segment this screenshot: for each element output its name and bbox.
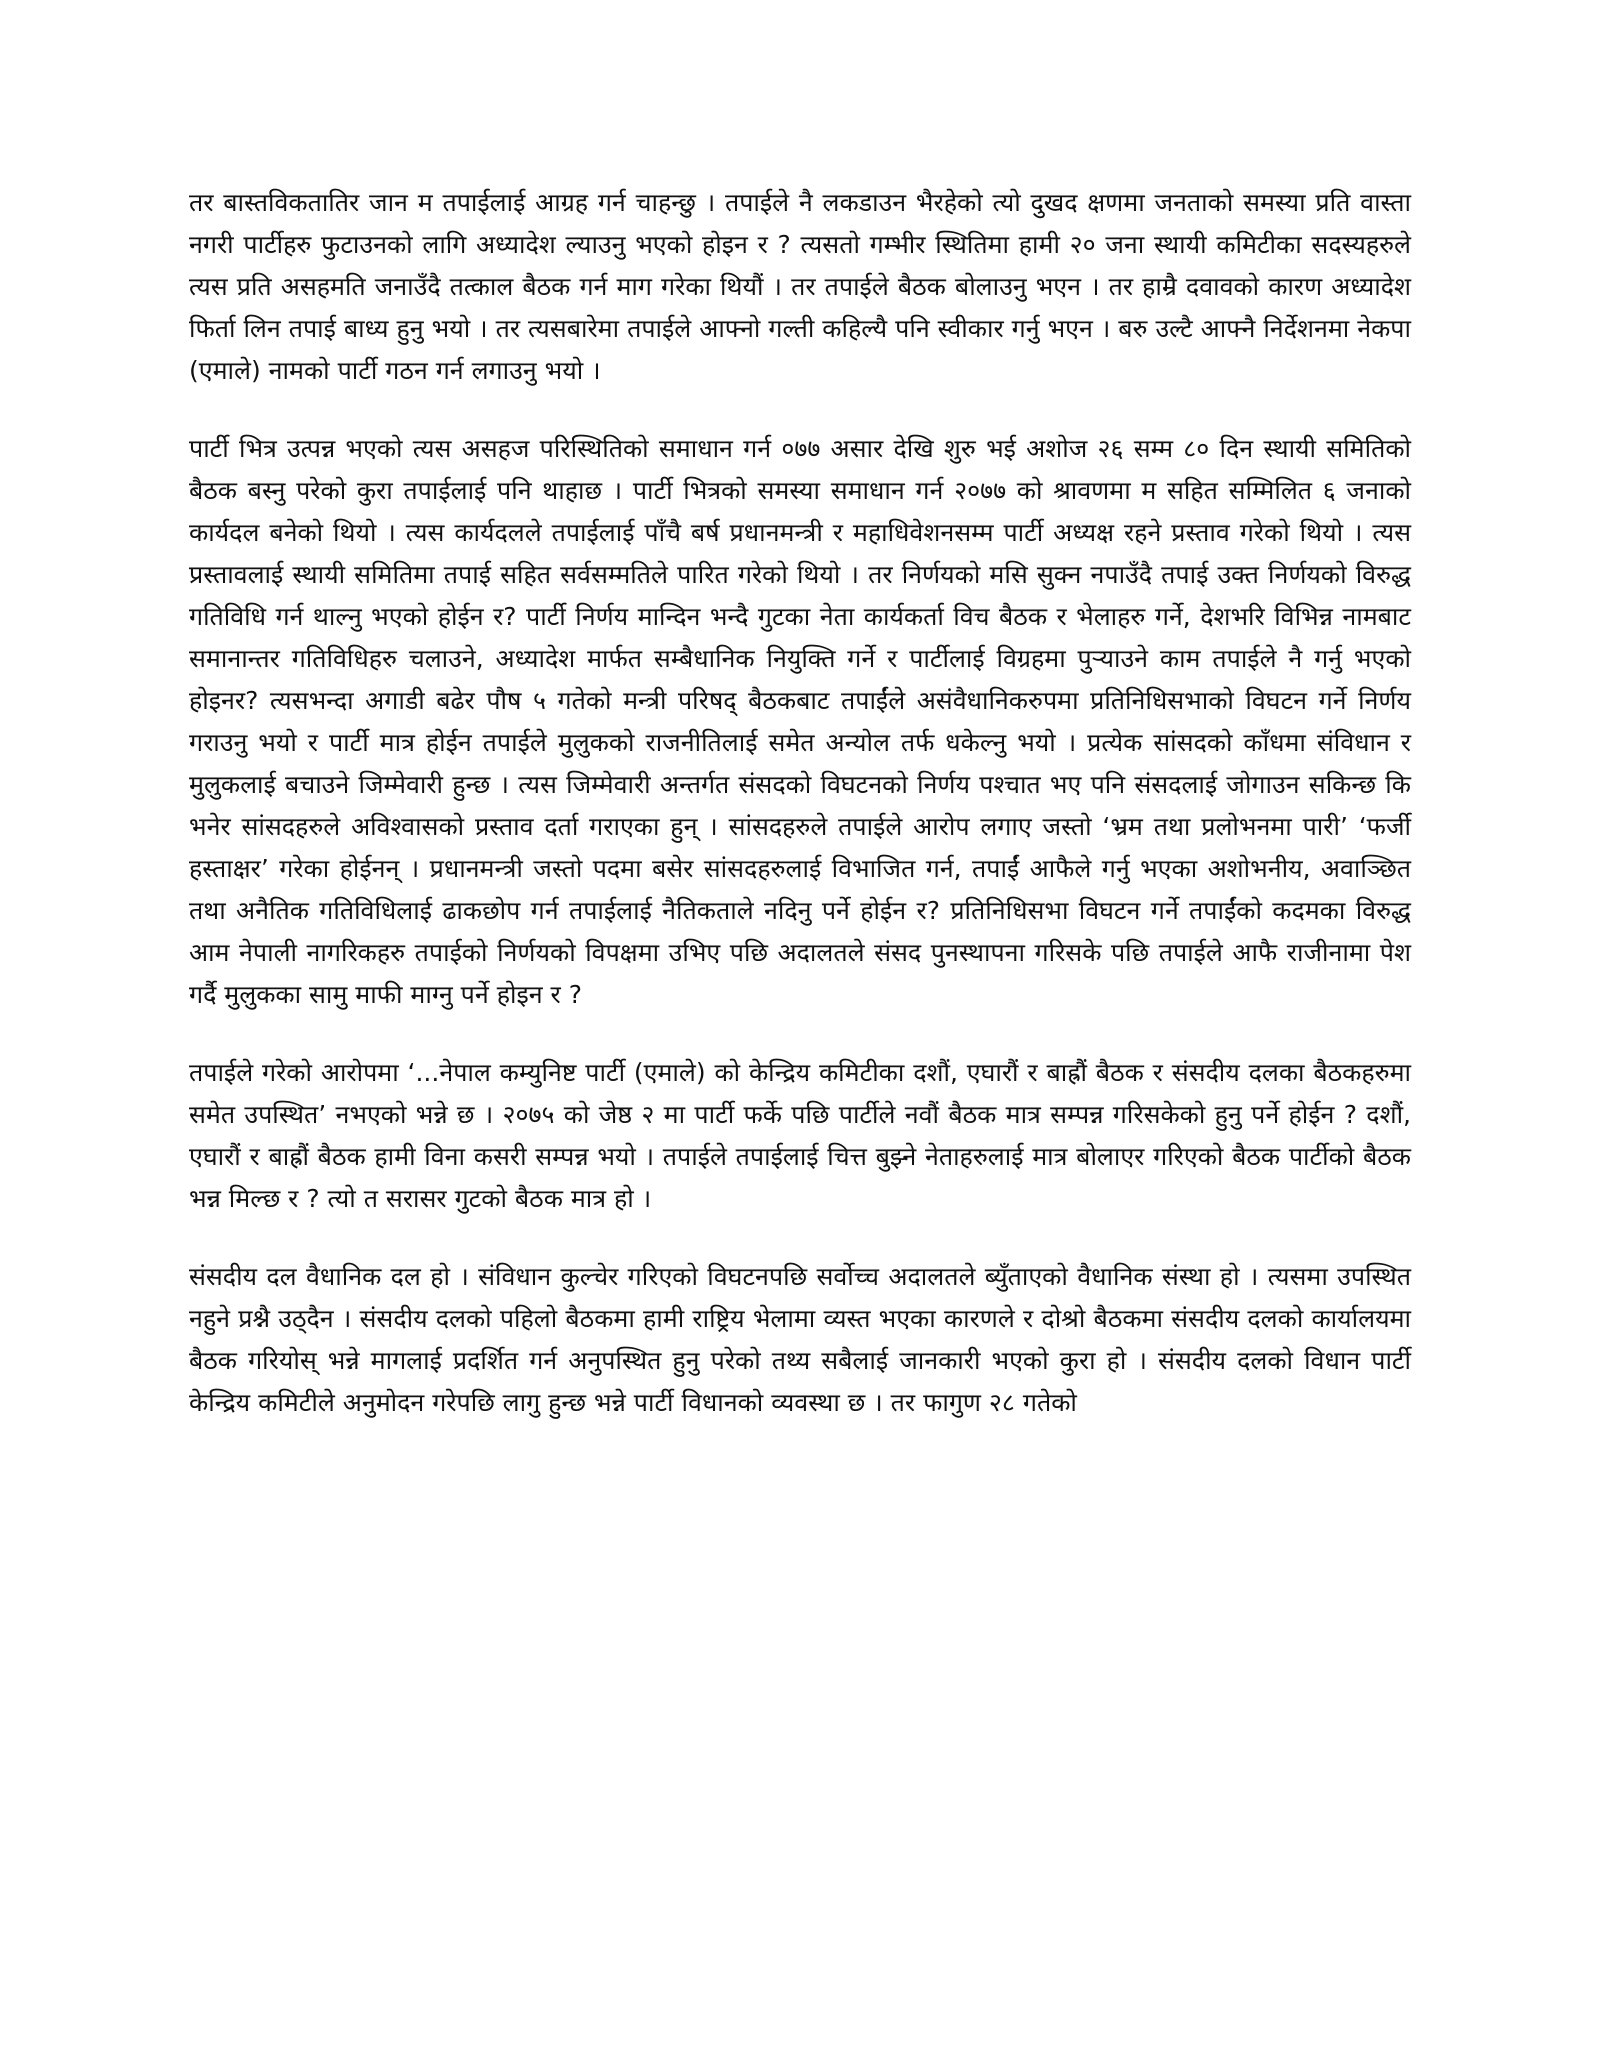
paragraph-4: संसदीय दल वैधानिक दल हो । संविधान कुल्चेर गरिएको विघटनपछि सर्वोच्च अदालतले ब्युँताएको वैधानिक संस्था हो । त्यसमा उपस्थित नहुने प्रश्नै उठ्दैन । संसदीय दलको पहिलो बैठकमा हामी राष्ट्रिय भेलामा व्यस्त भएका कारणले र दोश्रो बैठकमा संसदीय दलको कार्यालयमा बैठक गरियोस् भन्ने मागलाई प्रदर्शित गर्न अनुपस्थित हुनु परेको तथ्य सबैलाई जानकारी भएको कुरा हो । संसदीय दलको विधान पार्टी केन्द्रिय कमिटीले अनुमोदन गरेपछि लागु हुन्छ भन्ने पार्टी विधानको व्यवस्था छ । तर फागुण २८ गतेको bbox=[189, 1262, 1411, 1417]
paragraph-1: तर बास्तविकतातिर जान म तपाईलाई आग्रह गर्न चाहन्छु । तपाईले नै लकडाउन भैरहेको त्यो दुखद क्षणमा जनताको समस्या प्रति वास्ता नगरी पार्टीहरु फुटाउनको लागि अध्यादेश ल्याउनु भएको होइन र ? त्यसतो गम्भीर स्थितिमा हामी २० जना स्थायी कमिटीका सदस्यहरुले त्यस प्रति असहमति जनाउँदै तत्काल बैठक गर्न माग गरेका थियौं । तर तपाईले बैठक बोलाउनु भएन । तर हाम्रै दवावको कारण अध्यादेश फिर्ता लिन तपाई बाध्य हुनु भयो । तर त्यसबारेमा तपाईले आफ्नो गल्ती कहिल्यै पनि स्वीकार गर्नु भएन । बरु उल्टै आफ्नै निर्देशनमा नेकपा (एमाले) नामको पार्टी गठन गर्न लगाउनु भयो । bbox=[189, 188, 1411, 385]
document-page bbox=[189, 182, 1411, 1460]
paragraph-3: तपाईले गरेको आरोपमा ‘...नेपाल कम्युनिष्ट पार्टी (एमाले) को केन्द्रिय कमिटीका दशौं, एघारौं र बाह्रौं बैठक र संसदीय दलका बैठकहरुमा समेत उपस्थित’ नभएको भन्ने छ । २०७५ को जेष्ठ २ मा पार्टी फर्के पछि पार्टीले नवौं बैठक मात्र सम्पन्न गरिसकेको हुनु पर्ने होईन ? दशौं, एघारौं र बाह्रौं बैठक हामी विना कसरी सम्पन्न भयो । तपाईले तपाईलाई चित्त बुझ्ने नेताहरुलाई मात्र बोलाएर गरिएको बैठक पार्टीको बैठक भन्न मिल्छ र ? त्यो त सरासर गुटको बैठक मात्र हो । bbox=[189, 1058, 1411, 1213]
paragraph-2: पार्टी भित्र उत्पन्न भएको त्यस असहज परिस्थितिको समाधान गर्न ०७७ असार देखि शुरु भई अशोज २६ सम्म ८० दिन स्थायी समितिको बैठक बस्नु परेको कुरा तपाईलाई पनि थाहाछ । पार्टी भित्रको समस्या समाधान गर्न २०७७ को श्रावणमा म सहित सम्मिलित ६ जनाको कार्यदल बनेको थियो । त्यस कार्यदलले तपाईलाई पाँचै बर्ष प्रधानमन्त्री र महाधिवेशनसम्म पार्टी अध्यक्ष रहने प्रस्ताव गरेको थियो । त्यस प्रस्तावलाई स्थायी समितिमा तपाई सहित सर्वसम्मतिले पारित गरेको थियो । तर निर्णयको मसि सुक्न नपाउँदै तपाई उक्त निर्णयको विरुद्ध गतिविधि गर्न थाल्नु भएको होईन र? पार्टी निर्णय मान्दिन भन्दै गुटका नेता कार्यकर्ता विच बैठक र भेलाहरु गर्ने, देशभरि विभिन्न नामबाट समानान्तर गतिविधिहरु चलाउने, अध्यादेश मार्फत सम्बैधानिक नियुक्ति गर्ने र पार्टीलाई विग्रहमा पुर्‍याउने काम तपाईले नै गर्नु भएको होइनर? त्यसभन्दा अगाडी बढेर पौष ५ गतेको मन्त्री परिषद् बैठकबाट तपाईंले असंवैधानिकरुपमा प्रतिनिधिसभाको विघटन गर्ने निर्णय गराउनु भयो र पार्टी मात्र होईन तपाईले मुलुकको राजनीतिलाई समेत अन्योल तर्फ धकेल्नु भयो । प्रत्येक सांसदको काँधमा संविधान र मुलुकलाई बचाउने जिम्मेवारी हुन्छ । त्यस जिम्मेवारी अन्तर्गत संसदको विघटनको निर्णय पश्चात भए पनि संसदलाई जोगाउन सकिन्छ कि भनेर सांसदहरुले अविश्वासको प्रस्ताव दर्ता गराएका हुन् । सांसदहरुले तपाईले आरोप लगाए जस्तो ‘भ्रम तथा प्रलोभनमा पारी’ ‘फर्जी हस्ताक्षर’ गरेका होईनन् । प्रधानमन्त्री जस्तो पदमा बसेर सांसदहरुलाई विभाजित गर्न, तपाईं आफैले गर्नु भएका अशोभनीय, अवाञ्छित तथा अनैतिक गतिविधिलाई ढाकछोप गर्न तपाईलाई नैतिकताले नदिनु पर्ने होईन र? प्रतिनिधिसभा विघटन गर्ने तपाईंको कदमका विरुद्ध आम नेपाली नागरिकहरु तपाईको निर्णयको विपक्षमा उभिए पछि अदालतले संसद पुनस्थापना गरिसके पछि तपाईले आफै राजीनामा पेश गर्दै मुलुकका सामु माफी माग्नु पर्ने होइन र ? bbox=[189, 434, 1411, 1009]
